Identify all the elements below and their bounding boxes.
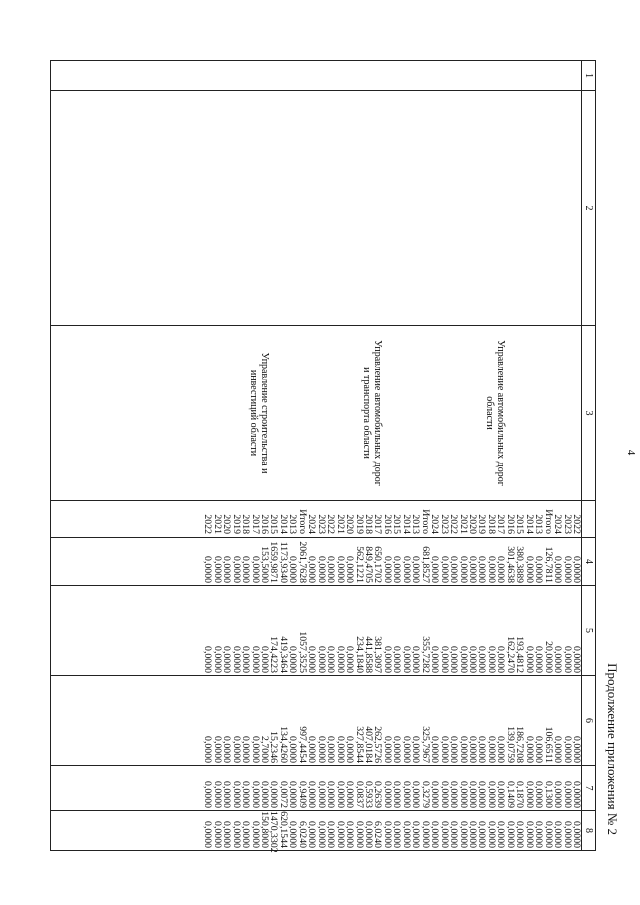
value-6-cell: 0,0000 — [448, 736, 460, 763]
year-cell: 2023 — [438, 514, 450, 534]
value-8-cell: 0,0000 — [504, 821, 516, 848]
value-7-cell: 0,0000 — [410, 781, 422, 808]
value-8-cell: 0,0000 — [221, 821, 233, 848]
organization-name-line: инвестиций области — [247, 369, 259, 457]
value-7-cell: 0,0000 — [495, 781, 507, 808]
header-cell-5: 5 — [582, 586, 596, 676]
value-4-cell: 0,0000 — [457, 556, 469, 583]
value-7-cell: 0,0000 — [476, 781, 488, 808]
value-8-cell: 0,0000 — [429, 821, 441, 848]
value-4-cell: 0,0000 — [306, 556, 318, 583]
value-7-cell: 0,0000 — [381, 781, 393, 808]
value-6-cell: 0,0000 — [429, 736, 441, 763]
year-cell: 2013 — [410, 514, 422, 534]
col-2-cell — [51, 91, 582, 326]
value-6-cell: 139,0759 — [504, 726, 516, 763]
year-cell: 2014 — [523, 514, 535, 534]
year-cell: 2014 — [400, 514, 412, 534]
value-7-cell: 0,3279 — [419, 781, 431, 808]
value-5-cell: 234,1840 — [353, 636, 365, 673]
year-cell: 2015 — [268, 514, 280, 534]
value-7-cell: 0,0000 — [315, 781, 327, 808]
organization-name-line: Управление автомобильных дорог — [372, 340, 384, 486]
value-5-cell: 0,0000 — [249, 646, 261, 673]
value-5-cell: 381,3097 — [372, 636, 384, 673]
value-4-cell: 0,0000 — [523, 556, 535, 583]
value-4-cell: 0,0000 — [381, 556, 393, 583]
value-4-cell: 681,8527 — [419, 546, 431, 583]
value-8-cell: 0,0000 — [353, 821, 365, 848]
year-cell: Итого — [296, 509, 308, 534]
value-4-cell: 0,0000 — [552, 556, 564, 583]
year-cell: 2018 — [485, 514, 497, 534]
value-6-cell: 0,0000 — [552, 736, 564, 763]
year-cell: 2021 — [211, 514, 223, 534]
value-column-8 — [51, 811, 582, 851]
value-6-cell: 0,0000 — [523, 736, 535, 763]
value-6-cell: 0,0000 — [476, 736, 488, 763]
value-7-cell: 0,0000 — [533, 781, 545, 808]
value-6-cell: 15,2346 — [268, 731, 280, 763]
col-3-cell — [51, 326, 582, 501]
year-cell: 2020 — [467, 514, 479, 534]
value-6-cell: 2,7000 — [259, 736, 271, 763]
year-cell: 2020 — [221, 514, 233, 534]
year-cell: 2017 — [372, 514, 384, 534]
value-5-cell: 419,3464 — [277, 636, 289, 673]
value-7-cell: 0,0000 — [240, 781, 252, 808]
value-4-cell: 0,0000 — [202, 556, 214, 583]
year-cell: 2017 — [495, 514, 507, 534]
header-cell-year — [582, 501, 596, 538]
year-cell: 2015 — [391, 514, 403, 534]
value-8-cell: 0,0000 — [523, 821, 535, 848]
value-7-cell: 0,0000 — [438, 781, 450, 808]
value-4-cell: 126,7811 — [542, 546, 554, 583]
value-8-cell: 0,0000 — [249, 821, 261, 848]
year-cell: 2016 — [381, 514, 393, 534]
value-4-cell: 0,0000 — [211, 556, 223, 583]
value-7-cell: 0,1300 — [542, 781, 554, 808]
value-8-cell: 0,0000 — [438, 821, 450, 848]
value-6-cell: 0,0000 — [306, 736, 318, 763]
page-number: 4 — [625, 449, 637, 456]
value-6-cell: 106,6511 — [542, 726, 554, 763]
year-cell: Итого — [542, 509, 554, 534]
value-6-cell: 186,7208 — [514, 726, 526, 763]
value-4-cell: 0,0000 — [315, 556, 327, 583]
value-7-cell: 0,0000 — [523, 781, 535, 808]
year-cell: 2023 — [561, 514, 573, 534]
year-cell: 2015 — [514, 514, 526, 534]
value-5-cell: 0,0000 — [381, 646, 393, 673]
value-4-cell: 0,0000 — [467, 556, 479, 583]
value-7-cell: 0,0000 — [391, 781, 403, 808]
col-1-cell — [51, 61, 582, 91]
value-5-cell: 0,0000 — [240, 646, 252, 673]
value-5-cell: 0,0000 — [315, 646, 327, 673]
value-6-cell: 134,4260 — [277, 726, 289, 763]
value-column-5 — [51, 586, 582, 676]
year-column — [51, 501, 582, 538]
value-5-cell: 0,0000 — [438, 646, 450, 673]
year-cell: 2022 — [202, 514, 214, 534]
value-8-cell: 0,0000 — [230, 821, 242, 848]
value-7-cell: 0,0000 — [571, 781, 582, 808]
value-6-cell: 0,0000 — [315, 736, 327, 763]
value-5-cell: 0,0000 — [523, 646, 535, 673]
year-cell: 2013 — [287, 514, 299, 534]
value-7-cell: 0,0000 — [268, 781, 280, 808]
header-cell-1: 1 — [582, 61, 596, 91]
value-7-cell: 0,0000 — [334, 781, 346, 808]
value-4-cell: 0,0000 — [533, 556, 545, 583]
value-5-cell: 20,0000 — [542, 641, 554, 673]
year-cell: 2014 — [277, 514, 289, 534]
value-4-cell: 0,0000 — [448, 556, 460, 583]
value-8-cell: 0,0000 — [561, 821, 573, 848]
value-4-cell: 0,0000 — [495, 556, 507, 583]
value-8-cell: 0,0000 — [202, 821, 214, 848]
value-8-cell: 0,0000 — [571, 821, 582, 848]
year-cell: 2024 — [429, 514, 441, 534]
value-8-cell: 0,0000 — [467, 821, 479, 848]
value-7-cell: 0,0000 — [400, 781, 412, 808]
value-column-7 — [51, 766, 582, 811]
header-cell-4: 4 — [582, 538, 596, 586]
value-6-cell: 0,0000 — [381, 736, 393, 763]
value-5-cell: 0,0000 — [552, 646, 564, 673]
value-7-cell: 0,0072 — [277, 781, 289, 808]
organization-labels — [51, 326, 581, 500]
value-4-cell: 0,0000 — [344, 556, 356, 583]
value-5-cell: 0,0000 — [344, 646, 356, 673]
value-6-cell: 0,0000 — [495, 736, 507, 763]
year-cell: 2021 — [334, 514, 346, 534]
year-cell: 2018 — [240, 514, 252, 534]
header-cell-6: 6 — [582, 676, 596, 766]
value-7-cell: 0,0000 — [467, 781, 479, 808]
value-5-cell: 1057,3525 — [296, 631, 308, 673]
value-4-cell: 0,0000 — [429, 556, 441, 583]
value-8-cell: 6,0240 — [296, 821, 308, 848]
body-row — [51, 61, 582, 851]
value-8-cell: 0,0000 — [334, 821, 346, 848]
value-5-cell: 0,0000 — [202, 646, 214, 673]
value-4-cell: 0,0000 — [438, 556, 450, 583]
value-8-cell: 0,0000 — [287, 821, 299, 848]
header-cell-3: 3 — [582, 326, 596, 501]
value-8-cell: 0,0000 — [533, 821, 545, 848]
value-7-cell: 0,0000 — [249, 781, 261, 808]
year-cell: 2024 — [306, 514, 318, 534]
value-5-cell: 0,0000 — [561, 646, 573, 673]
value-6-cell: 997,4454 — [296, 726, 308, 763]
value-6-cell: 0,0000 — [391, 736, 403, 763]
value-4-cell: 1173,9340 — [277, 541, 289, 583]
organization-name — [248, 328, 270, 498]
value-8-cell: 0,0000 — [391, 821, 403, 848]
value-7-cell: 0,1409 — [504, 781, 516, 808]
value-4-cell: 0,0000 — [561, 556, 573, 583]
value-8-cell: 0,0000 — [315, 821, 327, 848]
value-6-cell: 0,0000 — [240, 736, 252, 763]
value-5-cell: 0,0000 — [221, 646, 233, 673]
value-4-cell: 0,0000 — [485, 556, 497, 583]
value-6-cell: 0,0000 — [230, 736, 242, 763]
value-7-cell: 0,0000 — [344, 781, 356, 808]
value-6-cell: 0,0000 — [457, 736, 469, 763]
value-8-cell: 0,0000 — [448, 821, 460, 848]
value-8-cell: 1470,3302 — [268, 811, 280, 853]
value-6-cell: 407,0184 — [363, 726, 375, 763]
year-cell: 2019 — [476, 514, 488, 534]
year-cell: 2016 — [259, 514, 271, 534]
year-cell: 2019 — [353, 514, 365, 534]
value-8-cell: 0,0000 — [410, 821, 422, 848]
value-6-cell: 0,0000 — [400, 736, 412, 763]
value-6-cell: 0,0000 — [485, 736, 497, 763]
value-5-cell: 0,0000 — [485, 646, 497, 673]
value-7-cell: 0,0000 — [202, 781, 214, 808]
value-7-cell: 0,0000 — [325, 781, 337, 808]
value-4-cell: 0,0000 — [221, 556, 233, 583]
value-8-cell: 0,0000 — [344, 821, 356, 848]
year-cell: 2023 — [315, 514, 327, 534]
value-8-cell: 0,0000 — [476, 821, 488, 848]
value-7-cell: 0,1870 — [514, 781, 526, 808]
value-5-cell: 0,0000 — [391, 646, 403, 673]
value-8-cell: 0,0000 — [419, 821, 431, 848]
value-6-cell: 0,0000 — [202, 736, 214, 763]
value-5-cell: 162,2470 — [504, 636, 516, 673]
value-6-cell: 0,0000 — [287, 736, 299, 763]
value-4-cell: 0,0000 — [240, 556, 252, 583]
value-6-cell: 325,7967 — [419, 726, 431, 763]
organization-name-line: области — [484, 396, 496, 430]
organization-name — [361, 328, 383, 498]
header-cell-8: 8 — [582, 811, 596, 851]
value-4-cell: 0,0000 — [571, 556, 582, 583]
value-6-cell: 0,0000 — [533, 736, 545, 763]
value-5-cell: 0,0000 — [287, 646, 299, 673]
value-8-cell: 0,0000 — [457, 821, 469, 848]
organization-name-line: и транспорта области — [361, 367, 373, 459]
value-8-cell: 6,0240 — [372, 821, 384, 848]
value-8-cell: 0,0000 — [363, 821, 375, 848]
value-6-cell: 0,0000 — [571, 736, 582, 763]
organization-name — [484, 328, 506, 498]
organization-name-line: Управление автомобильных дорог — [495, 340, 507, 486]
value-8-cell: 0,0000 — [495, 821, 507, 848]
year-cell: 2022 — [571, 514, 582, 534]
value-5-cell: 355,7282 — [419, 636, 431, 673]
value-5-cell: 0,0000 — [457, 646, 469, 673]
value-7-cell: 0,0000 — [552, 781, 564, 808]
year-cell: 2021 — [457, 514, 469, 534]
value-8-cell: 0,0000 — [240, 821, 252, 848]
value-5-cell: 174,4223 — [268, 636, 280, 673]
appendix-caption: Продолжение приложения № 2 — [605, 663, 620, 835]
appendix-table — [50, 60, 596, 851]
value-5-cell: 0,0000 — [571, 646, 582, 673]
value-6-cell: 0,0000 — [344, 736, 356, 763]
value-8-cell: 0,0000 — [306, 821, 318, 848]
header-cell-7: 7 — [582, 766, 596, 811]
value-6-cell: 0,0000 — [410, 736, 422, 763]
value-4-cell: 301,4638 — [504, 546, 516, 583]
value-5-cell: 0,0000 — [410, 646, 422, 673]
year-cell: 2017 — [249, 514, 261, 534]
value-6-cell: 0,0000 — [561, 736, 573, 763]
value-7-cell: 0,9409 — [296, 781, 308, 808]
value-8-cell: 0,0000 — [381, 821, 393, 848]
year-cell: 2024 — [552, 514, 564, 534]
value-5-cell: 0,0000 — [230, 646, 242, 673]
value-4-cell: 562,1221 — [353, 546, 365, 583]
value-4-cell: 0,0000 — [400, 556, 412, 583]
value-7-cell: 0,0000 — [485, 781, 497, 808]
value-5-cell: 0,0000 — [259, 646, 271, 673]
value-4-cell: 1659,9871 — [268, 541, 280, 583]
header-cell-2: 2 — [582, 91, 596, 326]
value-5-cell: 0,0000 — [306, 646, 318, 673]
value-7-cell: 0,5933 — [363, 781, 375, 808]
value-4-cell: 380,3889 — [514, 546, 526, 583]
value-5-cell: 0,0000 — [467, 646, 479, 673]
value-4-cell: 153,5000 — [259, 546, 271, 583]
value-4-cell: 0,0000 — [391, 556, 403, 583]
value-4-cell: 2061,7628 — [296, 541, 308, 583]
value-column-6 — [51, 676, 582, 766]
value-5-cell: 0,0000 — [334, 646, 346, 673]
value-7-cell: 0,0000 — [306, 781, 318, 808]
value-5-cell: 0,0000 — [533, 646, 545, 673]
value-8-cell: 0,0000 — [552, 821, 564, 848]
value-4-cell: 0,0000 — [325, 556, 337, 583]
value-5-cell: 0,0000 — [400, 646, 412, 673]
year-cell: Итого — [419, 509, 431, 534]
value-4-cell: 650,1702 — [372, 546, 384, 583]
value-8-cell: 0,0000 — [325, 821, 337, 848]
year-cell: 2018 — [363, 514, 375, 534]
value-4-cell: 0,0000 — [287, 556, 299, 583]
value-6-cell: 0,0000 — [467, 736, 479, 763]
year-cell: 2013 — [533, 514, 545, 534]
year-cell: 2019 — [230, 514, 242, 534]
value-8-cell: 0,0000 — [542, 821, 554, 848]
value-7-cell: 0,0000 — [448, 781, 460, 808]
value-6-cell: 0,0000 — [221, 736, 233, 763]
value-7-cell: 0,0000 — [287, 781, 299, 808]
value-6-cell: 327,8544 — [353, 726, 365, 763]
value-6-cell: 0,0000 — [438, 736, 450, 763]
value-8-cell: 150,8000 — [259, 811, 271, 848]
value-7-cell: 0,0000 — [457, 781, 469, 808]
value-7-cell: 0,0837 — [353, 781, 365, 808]
year-cell: 2022 — [325, 514, 337, 534]
value-5-cell: 0,0000 — [429, 646, 441, 673]
value-7-cell: 0,2639 — [372, 781, 384, 808]
value-5-cell: 193,4812 — [514, 636, 526, 673]
value-4-cell: 0,0000 — [476, 556, 488, 583]
value-7-cell: 0,0000 — [221, 781, 233, 808]
value-4-cell: 0,0000 — [230, 556, 242, 583]
year-cell: 2020 — [344, 514, 356, 534]
value-6-cell: 0,0000 — [334, 736, 346, 763]
value-8-cell: 0,0000 — [400, 821, 412, 848]
organization-name-line: Управление строительства и — [258, 352, 270, 474]
value-5-cell: 0,0000 — [448, 646, 460, 673]
value-6-cell: 0,0000 — [211, 736, 223, 763]
year-cell: 2016 — [504, 514, 516, 534]
value-5-cell: 0,0000 — [495, 646, 507, 673]
value-4-cell: 0,0000 — [334, 556, 346, 583]
value-4-cell: 0,0000 — [249, 556, 261, 583]
value-8-cell: 0,0000 — [485, 821, 497, 848]
value-7-cell: 0,0000 — [429, 781, 441, 808]
value-6-cell: 0,0000 — [249, 736, 261, 763]
value-7-cell: 0,0000 — [259, 781, 271, 808]
value-4-cell: 849,4705 — [363, 546, 375, 583]
value-6-cell: 0,0000 — [325, 736, 337, 763]
value-5-cell: 0,0000 — [476, 646, 488, 673]
value-7-cell: 0,0000 — [211, 781, 223, 808]
value-8-cell: 0,0000 — [211, 821, 223, 848]
value-7-cell: 0,0000 — [230, 781, 242, 808]
value-5-cell: 441,8588 — [363, 636, 375, 673]
header-row — [582, 61, 596, 851]
value-6-cell: 262,5726 — [372, 726, 384, 763]
value-5-cell: 0,0000 — [325, 646, 337, 673]
value-8-cell: 0,0000 — [514, 821, 526, 848]
value-8-cell: 620,1544 — [277, 811, 289, 848]
value-7-cell: 0,0000 — [561, 781, 573, 808]
year-cell: 2022 — [448, 514, 460, 534]
value-4-cell: 0,0000 — [410, 556, 422, 583]
value-column-4 — [51, 538, 582, 586]
value-5-cell: 0,0000 — [211, 646, 223, 673]
